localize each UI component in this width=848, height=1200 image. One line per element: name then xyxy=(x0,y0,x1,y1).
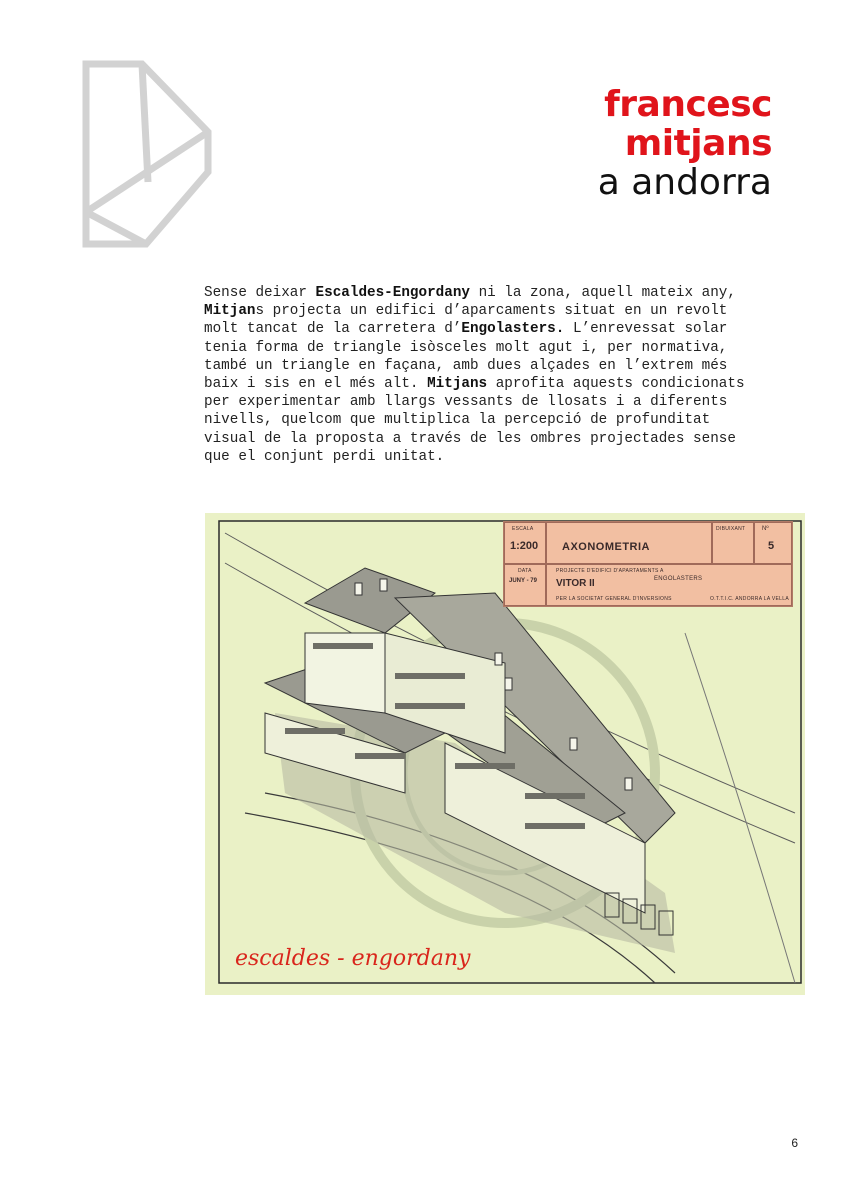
text-run: que el conjunt perdi unitat. xyxy=(204,448,445,465)
date-value: JUNY - 79 xyxy=(509,578,537,584)
bold-place-escaldes: Escaldes-Engordany xyxy=(315,285,470,301)
text-run: s projecta un edifici d’aparcaments situat en un revolt xyxy=(255,303,728,320)
text-run: aprofita aquests condicionats xyxy=(487,376,745,393)
drawing-caption: escaldes - engordany xyxy=(235,946,471,971)
page-title xyxy=(598,86,772,203)
monogram-logo-icon xyxy=(82,60,214,250)
sheet-number: 5 xyxy=(768,540,775,552)
text-run: Sense deixar xyxy=(204,285,316,301)
title-line-mitjans: mitjans xyxy=(624,122,772,164)
bold-place-engolasters: Engolasters. xyxy=(461,321,565,338)
text-run: visual de la proposta a través de les ombres projectades sense xyxy=(204,430,736,447)
text-run: nivells, quelcom que multiplica la percepció de profunditat xyxy=(204,412,711,429)
office-line: O.T.T.I.C. ANDORRA LA VELLA xyxy=(710,596,789,602)
drawing-title-block xyxy=(503,521,793,607)
text-run: baix i sis en el més alt. xyxy=(204,376,428,393)
drawing-title: AXONOMETRIA xyxy=(562,541,650,553)
title-line-francesc: francesc xyxy=(604,84,772,125)
body-paragraph xyxy=(204,284,814,466)
bold-name-mitjans-2: Mitjans xyxy=(427,376,488,393)
scale-value: 1:200 xyxy=(510,540,539,552)
project-location: ENGOLASTERS xyxy=(654,576,703,582)
text-run: ni la zona, aquell mateix any, xyxy=(469,285,736,301)
project-name: VITOR II xyxy=(556,578,595,589)
text-run: per experimentar amb llargs vessants de llosats i a diferents xyxy=(204,394,728,411)
drafter-label: DIBUIXANT xyxy=(716,526,746,532)
text-run: L’enrevessat solar xyxy=(564,321,728,338)
bold-name-mitjans: Mitjan xyxy=(204,303,256,320)
client-line: PER LA SOCIETAT GENERAL D'INVERSIONS xyxy=(556,596,672,602)
page-number: 6 xyxy=(791,1136,798,1150)
number-label: Nº xyxy=(762,526,769,532)
axonometric-drawing xyxy=(205,513,805,995)
project-line: PROJECTE D'EDIFICI D'APARTAMENTS A xyxy=(556,568,664,574)
text-run: molt tancat de la carretera d’ xyxy=(204,321,462,338)
scale-label: ESCALA xyxy=(512,526,534,532)
date-label: DATA xyxy=(518,568,532,574)
text-run: també un triangle en façana, amb dues alçades en l’extrem més xyxy=(204,357,728,374)
title-line-andorra: a andorra xyxy=(597,161,772,203)
text-run: tenia forma de triangle isòsceles molt agut i, per normativa, xyxy=(204,339,728,356)
